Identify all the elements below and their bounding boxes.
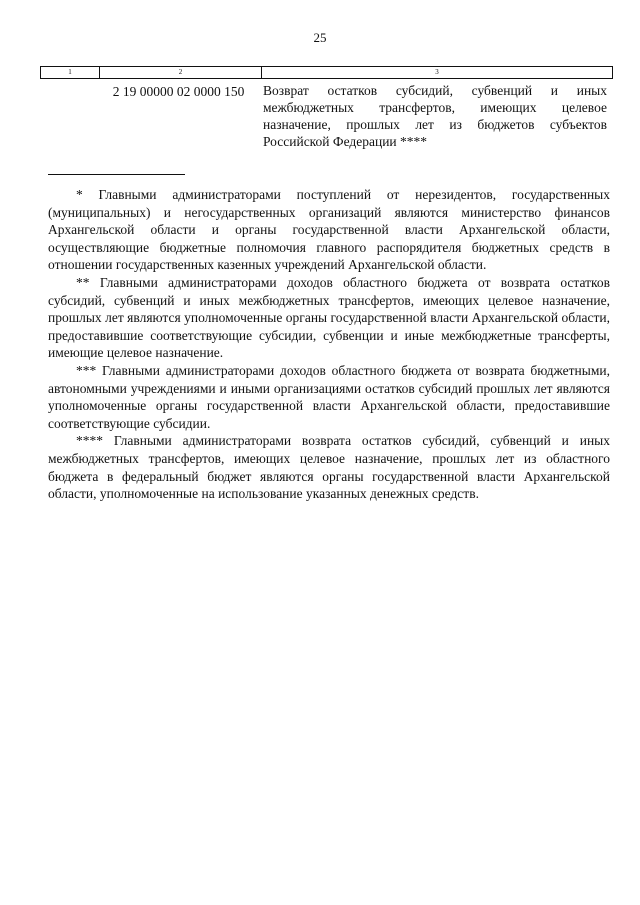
footnote-3: *** Главными администраторами доходов областного бюджета от возврата бюджетными, автономными учреждениями и иными организациями остатков субсидий прошлых лет являются уполномоченные органы государственной власти Архангельской области, предоставившие соответствующие субсидии. (48, 362, 610, 431)
footnote-4: **** Главными администраторами возврата остатков субсидий, субвенций и иных межбюджетных трансфертов, имеющих целевое назначение, прошлых лет из областного бюджета в федеральный бюджет являются органы государственной власти Архангельской области, уполномоченные на использование указанных денежных средств. (48, 433, 610, 502)
column-header-1: 1 (41, 67, 100, 78)
revenue-code: 2 19 00000 02 0000 150 (112, 84, 245, 99)
footnote-1: * Главными администраторами поступлений от нерезидентов, государственных (муниципальных) и негосударственных организаций являются министерство финансов Архангельской области и органы государственной власти Архангельской области, осуществляющие бюджетные полномочия главного распорядителя бюджетных средств в отношении государственных казенных учреждений Архангельской области. (48, 187, 610, 273)
column-header-2: 2 (100, 67, 262, 78)
cell-empty (40, 82, 98, 150)
table-header-row (40, 66, 613, 79)
footnote-divider (48, 174, 185, 175)
footnotes (48, 186, 610, 503)
column-header-3: 3 (435, 68, 439, 76)
footnote-2: ** Главными администраторами доходов областного бюджета от возврата остатков субсидий, субвенций и иных межбюджетных трансфертов, имеющих целевое назначение, прошлых лет являются уполномоченные органы государственной власти Архангельской области, предоставившие соответствующие субсидии, субвенции и иные межбюджетные трансферты, имеющие целевое назначение. (48, 274, 610, 361)
page-number: 25 (313, 30, 327, 45)
table-row (40, 82, 609, 150)
revenue-description: Возврат остатков субсидий, субвенций и иных межбюджетных трансфертов, имеющих целевое назначение, прошлых лет из бюджетов субъектов Российской Федерации **** (263, 83, 607, 149)
